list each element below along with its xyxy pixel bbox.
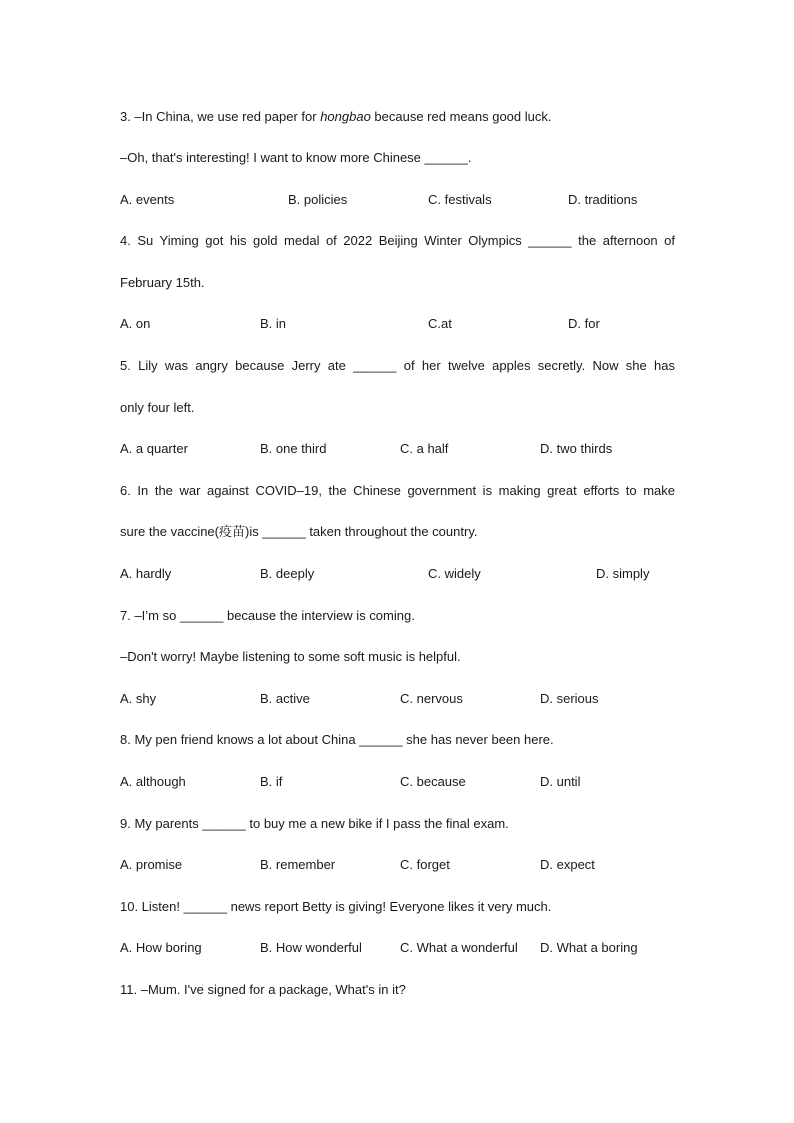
question-6-option-b: B. deeply	[260, 566, 315, 581]
question-4-option-c: C.at	[428, 316, 452, 331]
question-4-stem-line-2: February 15th.	[120, 275, 205, 290]
question-5-stem-line-2: only four left.	[120, 400, 195, 415]
question-7-option-d: D. serious	[540, 691, 599, 706]
question-7-stem-line-1: 7. –I’m so ______ because the interview is coming.	[120, 608, 415, 623]
question-8-option-c: C. because	[400, 774, 466, 789]
question-3-option-a: A. events	[120, 192, 175, 207]
question-3-text-pre: 3. –In China, we use red paper for	[120, 109, 321, 124]
question-9-option-c: C. forget	[400, 857, 450, 872]
question-4-option-b: B. in	[260, 316, 287, 331]
question-7-option-b: B. active	[260, 691, 310, 706]
question-3-stem-line-1	[120, 109, 551, 125]
question-6-option-d: D. simply	[596, 566, 650, 581]
question-10-option-b: B. How wonderful	[260, 940, 362, 955]
question-9-stem-line-1: 9. My parents ______ to buy me a new bike if I pass the final exam.	[120, 816, 509, 831]
question-6-option-a: A. hardly	[120, 566, 172, 581]
question-7-option-a: A. shy	[120, 691, 157, 706]
question-7-option-c: C. nervous	[400, 691, 463, 706]
question-4-option-d: D. for	[568, 316, 600, 331]
question-6-option-c: C. widely	[428, 566, 481, 581]
question-7-stem-line-2: –Don't worry! Maybe listening to some soft music is helpful.	[120, 649, 461, 664]
question-9-option-a: A. promise	[120, 857, 183, 872]
question-8-option-d: D. until	[540, 774, 581, 789]
question-4-stem-line-1: 4. Su Yiming got his gold medal of 2022 Beijing Winter Olympics ______ the afternoon of	[120, 233, 675, 248]
question-10-option-a: A. How boring	[120, 940, 202, 955]
question-3-option-b: B. policies	[288, 192, 348, 207]
question-6-stem-line-2: sure the vaccine(疫苗)is ______ taken throughout the country.	[120, 524, 478, 539]
question-5-option-d: D. two thirds	[540, 441, 613, 456]
question-5-stem-line-1: 5. Lily was angry because Jerry ate ______ of her twelve apples secretly. Now she has	[120, 358, 675, 373]
question-5-option-a: A. a quarter	[120, 441, 188, 456]
question-3-stem-line-2: –Oh, that's interesting! I want to know more Chinese ______.	[120, 150, 472, 165]
question-10-stem-line-1: 10. Listen! ______ news report Betty is giving! Everyone likes it very much.	[120, 899, 552, 914]
question-4-option-a: A. on	[120, 316, 151, 331]
question-5-option-c: C. a half	[400, 441, 449, 456]
question-3-option-d: D. traditions	[568, 192, 638, 207]
question-10-option-c: C. What a wonderful	[400, 940, 518, 955]
question-8-option-b: B. if	[260, 774, 283, 789]
question-3-italic-term: hongbao	[320, 109, 371, 124]
question-6-stem-line-1: 6. In the war against COVID–19, the Chinese government is making great efforts to make	[120, 483, 675, 498]
question-8-stem-line-1: 8. My pen friend knows a lot about China ______ she has never been here.	[120, 732, 554, 747]
question-9-option-d: D. expect	[540, 857, 595, 872]
question-3-text-post: because red means good luck.	[370, 109, 552, 124]
question-9-option-b: B. remember	[260, 857, 336, 872]
question-10-option-d: D. What a boring	[540, 940, 638, 955]
question-3-option-c: C. festivals	[428, 192, 492, 207]
question-8-option-a: A. although	[120, 774, 186, 789]
question-11-stem-line-1: 11. –Mum. I've signed for a package, What's in it?	[120, 982, 406, 997]
question-5-option-b: B. one third	[260, 441, 327, 456]
